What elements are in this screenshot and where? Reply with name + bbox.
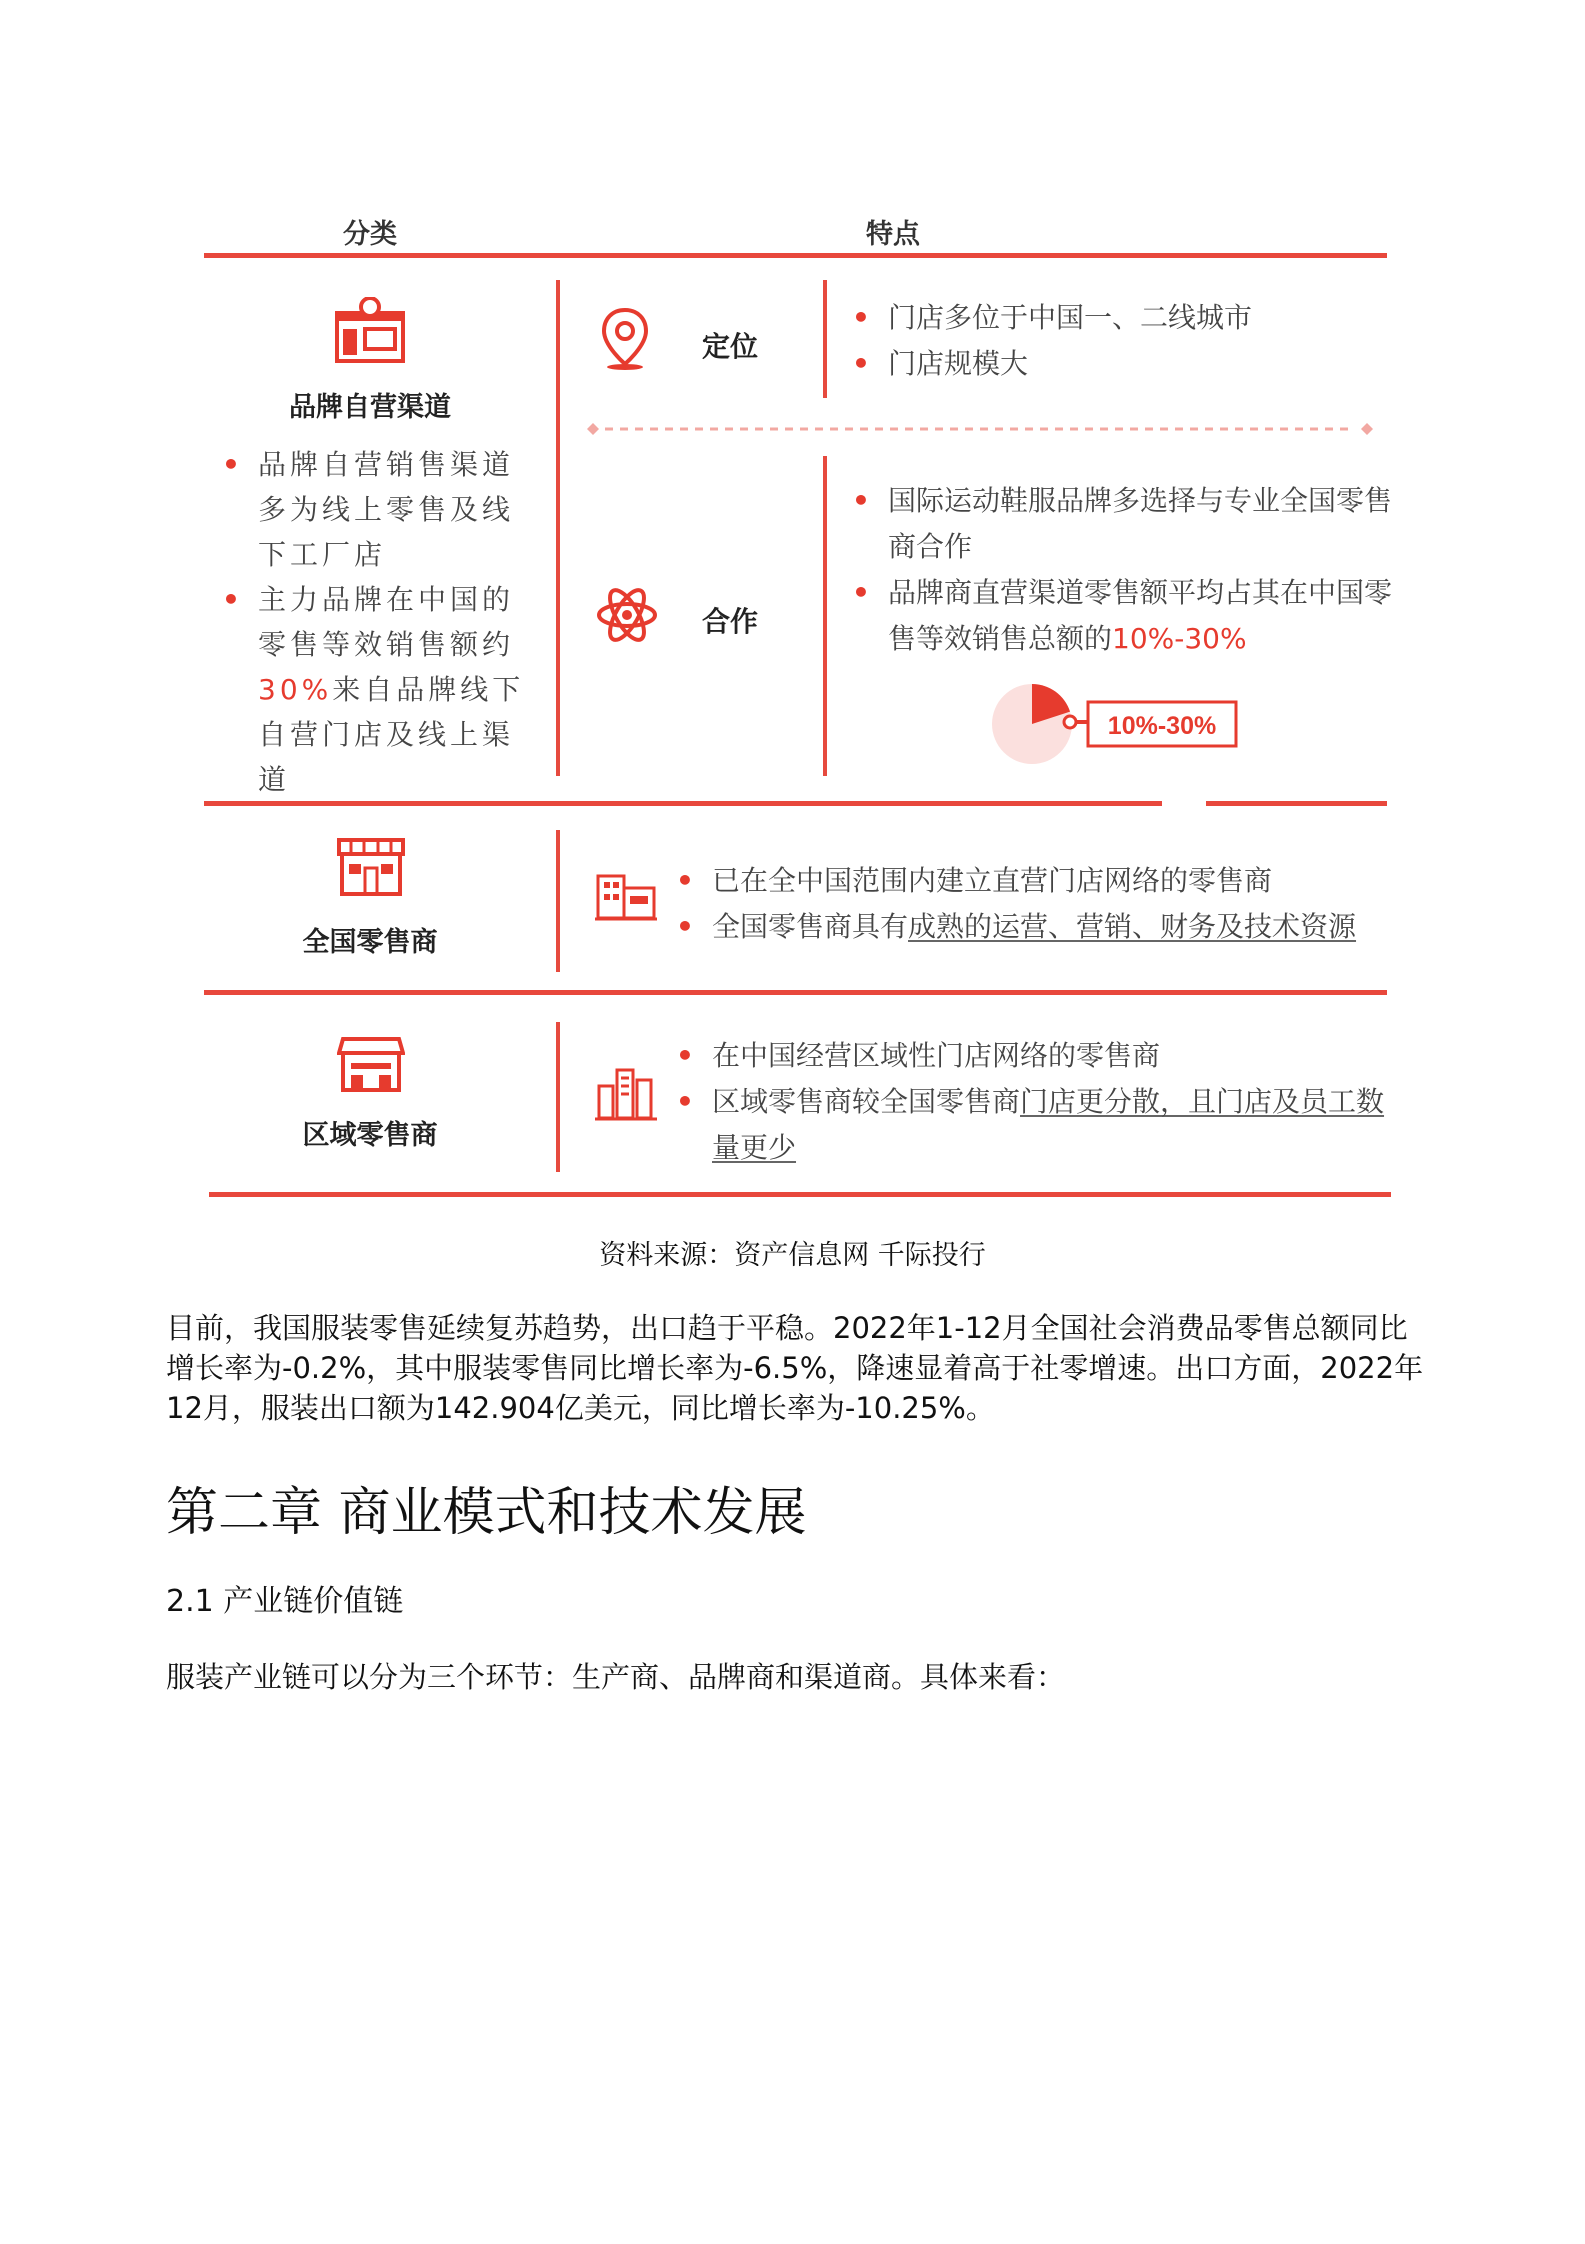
chapter-title: 第二章 商业模式和技术发展 [166,1483,807,1543]
brand-bullet-1: • 品牌自营销售渠道多为线上零售及线下工厂店 [218,442,538,577]
cooperation-bullet-1: • 国际运动鞋服品牌多选择与专业全国零售商合作 [848,478,1408,570]
regional-divider [556,1022,560,1172]
positioning-divider [823,280,827,398]
header-feature: 特点 [866,219,920,250]
national-bullet-1: • 已在全中国范围内建立直营门店网络的零售商 [672,858,1392,904]
building-icon [595,870,657,926]
storefront-icon [337,838,405,900]
dashed-separator [585,421,1375,435]
atom-icon [595,583,659,651]
shop-icon [337,1035,405,1097]
national-divider [556,830,560,972]
regional-bullet-1: • 在中国经营区域性门店网络的零售商 [672,1033,1392,1079]
national-retailer-title: 全国零售商 [302,927,438,958]
regional-retailer-bullets [672,1033,1392,1171]
brand-channel-bullets [218,442,538,802]
positioning-bullet-1: • 门店多位于中国一、二线城市 [848,295,1408,341]
store-icon [333,297,407,369]
location-pin-icon [598,306,652,374]
header-category: 分类 [343,219,397,250]
paragraph-industry-chain: 服装产业链可以分为三个环节：生产商、品牌商和渠道商。具体来看： [166,1660,1066,1694]
brand-channel-title: 品牌自营渠道 [289,392,451,423]
section-title: 2.1 产业链价值链 [166,1584,404,1619]
header-divider [204,253,1387,258]
cooperation-label: 合作 [702,605,759,638]
section-divider-1b [1206,801,1387,806]
city-buildings-icon [595,1066,657,1126]
pie-label: 10%-30% [1107,712,1217,740]
table-bottom-line [209,1192,1391,1197]
share-pie-chart [984,680,1254,780]
regional-bullet-2: • 区域零售商较全国零售商门店更分散，且门店及员工数量更少 [672,1079,1392,1171]
paragraph-retail-trend: 目前，我国服装零售延续复苏趋势，出口趋于平稳。2022年1-12月全国社会消费品零售总额同比增长率为-0.2%，其中服装零售同比增长率为-6.5%，降速显着高于社零增速。出口方面，2022年12月，服装出口额为142.904亿美元，同比增长率为-10.25%。 [166,1311,1424,1425]
cooperation-bullets [848,478,1408,662]
cooperation-divider [823,456,827,776]
figure-caption: 资料来源：资产信息网 千际投行 [599,1240,986,1271]
brand-divider-left [556,280,560,776]
regional-retailer-title: 区域零售商 [302,1120,438,1151]
section-divider-1a [204,801,1162,806]
section-divider-2 [204,990,1387,995]
callout-dot [1064,716,1076,728]
cooperation-bullet-2: • 品牌商直营渠道零售额平均占其在中国零售等效销售总额的10%-30% [848,570,1408,662]
brand-bullet-2: • 主力品牌在中国的零售等效销售额约30%来自品牌线下自营门店及线上渠道 [218,577,538,802]
positioning-label: 定位 [702,330,759,363]
national-retailer-bullets [672,858,1392,950]
positioning-bullet-2: • 门店规模大 [848,341,1408,387]
national-bullet-2: • 全国零售商具有成熟的运营、营销、财务及技术资源 [672,904,1392,950]
positioning-bullets [848,295,1408,387]
